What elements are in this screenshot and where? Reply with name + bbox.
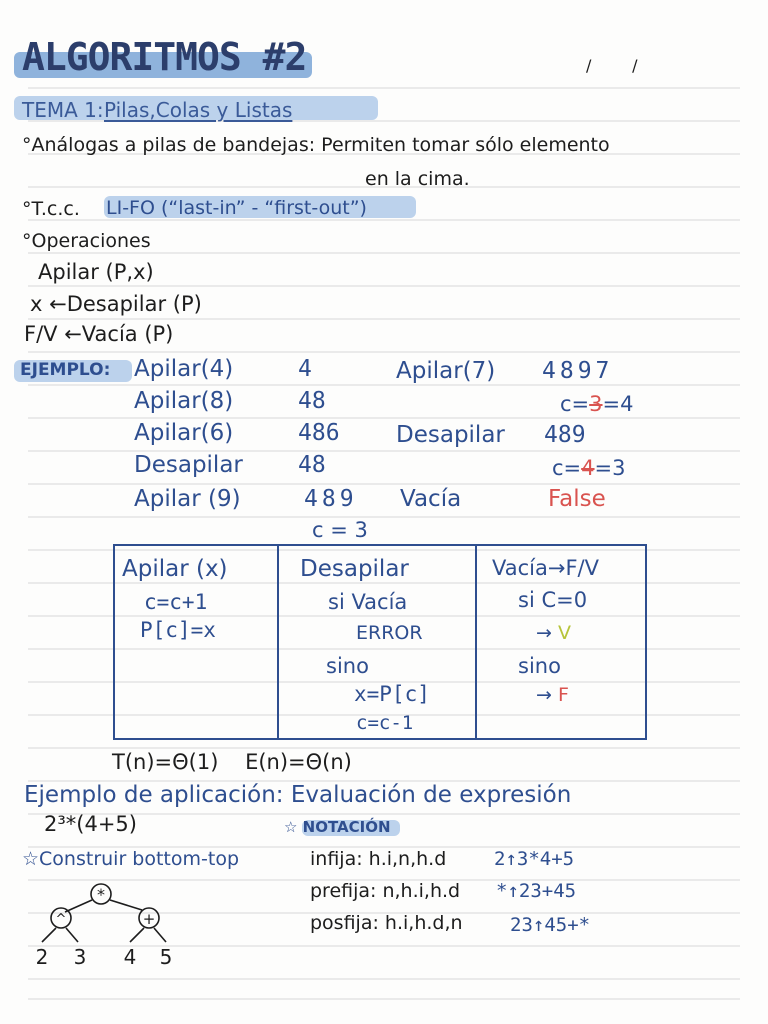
table-col2-header: Desapilar — [300, 556, 409, 582]
prefija-value: *↑23+45 — [496, 880, 577, 902]
counter-update-1 — [560, 394, 634, 415]
expression: 2³*(4+5) — [44, 812, 137, 836]
bullet-tcc: °T.c.c. — [22, 198, 80, 220]
infija-label: infija: h.i,n,h.d — [310, 848, 447, 870]
counter-1-suffix: =4 — [602, 392, 634, 416]
counter-value: c = 3 — [312, 518, 368, 542]
example-op-1: Apilar(4) — [134, 356, 234, 382]
arrow-true: → — [536, 622, 552, 644]
example-label: EJEMPLO: — [20, 360, 111, 380]
counter-update-2 — [552, 458, 626, 479]
table-col2-line-5: c=c-1 — [356, 712, 414, 734]
tree-leaf-2: 3 — [73, 945, 87, 969]
table-col2-line-1: si Vacía — [328, 590, 408, 614]
op-vacia: F/V ←Vacía (P) — [24, 322, 174, 346]
tema-label: TEMA 1: — [22, 98, 104, 122]
example-op-2: Apilar(8) — [134, 388, 234, 414]
table-col3-sino: sino — [518, 654, 561, 678]
table-divider-2 — [475, 544, 477, 740]
false-value: F — [557, 684, 569, 706]
op-apilar: Apilar (P,x) — [38, 260, 154, 284]
stack-state-7: 489 — [544, 422, 586, 448]
table-col3-line-1: si C=0 — [518, 588, 588, 612]
expression-tree — [20, 870, 200, 970]
counter-1-struck: 3 — [589, 392, 603, 416]
example-op-6: Apilar(7) — [396, 358, 496, 384]
example-op-3: Apilar(6) — [134, 420, 234, 446]
table-col1-header: Apilar (x) — [122, 556, 228, 582]
infija-value: 2↑3*4+5 — [494, 848, 575, 870]
stack-state-4: 48 — [298, 452, 326, 478]
tree-leaf-1: 2 — [35, 945, 49, 969]
counter-2-struck: 4 — [581, 456, 595, 480]
table-col1-line-1: c=c+1 — [144, 590, 208, 614]
table-col3-false-row — [536, 686, 569, 705]
example-op-7: Desapilar — [396, 422, 505, 448]
stack-state-6: 4897 — [542, 358, 614, 384]
op-desapilar: x ←Desapilar (P) — [30, 292, 202, 316]
bullet-analogas: °Análogas a pilas de bandejas: Permiten tomar sólo elemento — [22, 134, 610, 156]
tree-leaf-3: 4 — [123, 945, 137, 969]
tree-right-label: + — [142, 910, 156, 928]
posfija-value: 23↑45+* — [510, 914, 591, 936]
table-col3-true-row — [536, 624, 571, 643]
counter-2-suffix: =3 — [594, 456, 626, 480]
table-col2-line-3: sino — [326, 654, 369, 678]
example-op-4: Desapilar — [134, 452, 243, 478]
tree-left-label: ^ — [55, 912, 67, 927]
true-value: V — [557, 622, 571, 644]
table-col1-line-2: P[c]=x — [140, 618, 216, 642]
construct-label: ☆Construir bottom-top — [22, 848, 240, 870]
notation-label: ☆ NOTACIÓN — [284, 818, 391, 836]
example-op-8: Vacía — [400, 486, 462, 512]
example-op-5: Apilar (9) — [134, 486, 241, 512]
application-heading: Ejemplo de aplicación: Evaluación de expresión — [24, 782, 572, 808]
lifo-text: LI-FO (“last-in” - “first-out”) — [106, 197, 367, 219]
prefija-label: prefija: n,h.i,h.d — [310, 880, 461, 902]
table-divider-1 — [277, 544, 279, 740]
arrow-false: → — [536, 684, 552, 706]
page-title: ALGORITMOS #2 — [22, 35, 307, 79]
counter-2-prefix: c= — [552, 456, 582, 480]
stack-state-3: 486 — [298, 420, 340, 446]
stack-state-2: 48 — [298, 388, 326, 414]
table-col2-line-2: ERROR — [356, 622, 423, 644]
vacia-result: False — [548, 486, 606, 512]
tree-root-label: * — [97, 885, 105, 904]
stack-state-5: 489 — [304, 486, 358, 512]
counter-1-prefix: c= — [560, 392, 590, 416]
tema-topic: Pilas,Colas y Listas — [104, 98, 293, 122]
tree-leaf-4: 5 — [159, 945, 173, 969]
table-col3-header: Vacía→F/V — [492, 556, 599, 580]
date-field: / / — [586, 56, 638, 75]
stack-state-1: 4 — [298, 356, 312, 382]
table-col2-line-4: x=P[c] — [354, 682, 430, 706]
posfija-label: posfija: h.i,h.d,n — [310, 912, 463, 934]
operations-heading: °Operaciones — [22, 230, 151, 252]
bullet-analogas-cont: en la cima. — [365, 168, 470, 190]
complexity-line: T(n)=Θ(1) E(n)=Θ(n) — [112, 750, 352, 774]
